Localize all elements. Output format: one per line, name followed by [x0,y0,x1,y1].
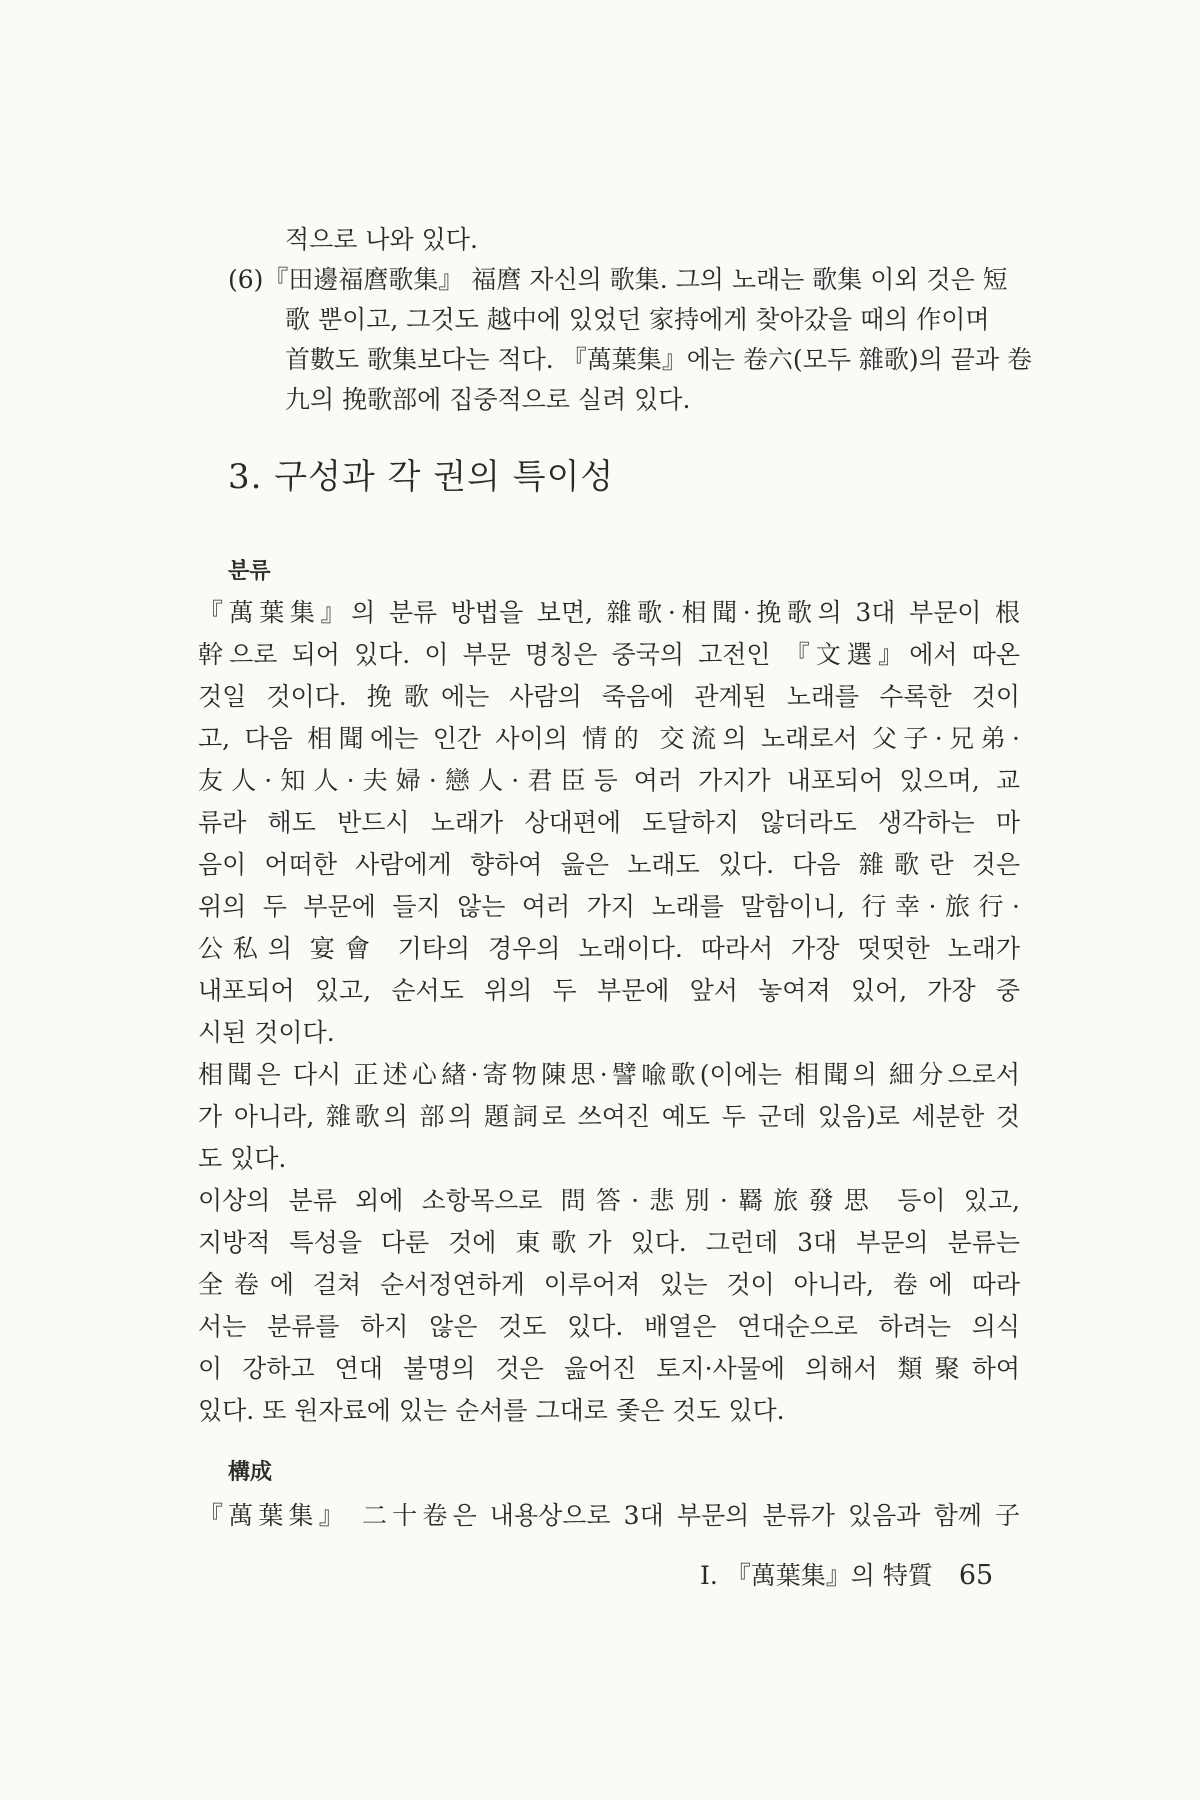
paragraph-line: 지방적 특성을 다룬 것에 東歌가 있다. 그런데 3대 부문의 분류는 [198,1228,1020,1257]
list-item-line: 九의 挽歌部에 집중적으로 실려 있다. [285,385,691,414]
paragraph-line: 내포되어 있고, 순서도 위의 두 부문에 앞서 놓여져 있어, 가장 중 [198,976,1020,1005]
paragraph-line: 류라 해도 반드시 노래가 상대편에 도달하지 않더라도 생각하는 마 [198,808,1020,837]
paragraph-line: 음이 어떠한 사람에게 향하여 읊은 노래도 있다. 다음 雜歌란 것은 [198,850,1020,879]
paragraph-line: 이상의 분류 외에 소항목으로 問答·悲別·羇旅發思 등이 있고, [198,1186,1020,1215]
paragraph-line: 『萬葉集』의 분류 방법을 보면, 雜歌·相聞·挽歌의 3대 부문이 根 [198,598,1020,627]
paragraph-line: 『萬葉集』 二十卷은 내용상으로 3대 부문의 분류가 있음과 함께 子 [198,1501,1020,1530]
paragraph-line: 위의 두 부문에 들지 않는 여러 가지 노래를 말함이니, 行幸·旅行· [198,892,1020,921]
paragraph-line: 있다. 또 원자료에 있는 순서를 그대로 좇은 것도 있다. [198,1396,785,1425]
section-heading: 3. 구성과 각 권의 특이성 [228,457,615,497]
page-number: 65 [958,1560,994,1591]
paragraph-line: 것일 것이다. 挽歌에는 사람의 죽음에 관계된 노래를 수록한 것이 [198,682,1020,711]
paragraph-line: 고, 다음 相聞에는 인간 사이의 情的 交流의 노래로서 父子·兄弟· [198,724,1020,753]
paragraph-line: 公私의 宴會 기타의 경우의 노래이다. 따라서 가장 떳떳한 노래가 [198,934,1020,963]
page-footer [700,1558,993,1594]
paragraph-line: 幹으로 되어 있다. 이 부문 명칭은 중국의 고전인 『文選』에서 따온 [198,640,1020,669]
paragraph-line: 시된 것이다. [198,1018,335,1047]
list-item-line: 首數도 歌集보다는 적다. 『萬葉集』에는 卷六(모두 雜歌)의 끝과 卷 [285,345,1033,374]
paragraph-line: 가 아니라, 雜歌의 部의 題詞로 쓰여진 예도 두 군데 있음)로 세분한 것 [198,1102,1020,1131]
subsection-heading-structure: 構成 [228,1459,273,1485]
paragraph-line: 全卷에 걸쳐 순서정연하게 이루어져 있는 것이 아니라, 卷에 따라 [198,1270,1020,1299]
continuation-line: 적으로 나와 있다. [285,225,478,254]
subsection-heading-classification: 분류 [228,558,271,584]
paragraph-line: 友人·知人·夫婦·戀人·君臣등 여러 가지가 내포되어 있으며, 교 [198,766,1020,795]
list-item-line: 歌 뿐이고, 그것도 越中에 있었던 家持에게 찾아갔을 때의 作이며 [285,305,990,334]
paragraph-line: 相聞은 다시 正述心緖·寄物陳思·譬喩歌(이에는 相聞의 細分으로서 [198,1060,1020,1089]
paragraph-line: 이 강하고 연대 불명의 것은 읊어진 토지·사물에 의해서 類聚하여 [198,1354,1020,1383]
paragraph-line: 도 있다. [198,1144,287,1173]
paragraph-line: 서는 분류를 하지 않은 것도 있다. 배열은 연대순으로 하려는 의식 [198,1312,1020,1341]
running-title: I. 『萬葉集』의 特質 [700,1561,933,1590]
list-item-line: (6)『田邊福麿歌集』 福麿 자신의 歌集. 그의 노래는 歌集 이외 것은 短 [228,265,1008,294]
